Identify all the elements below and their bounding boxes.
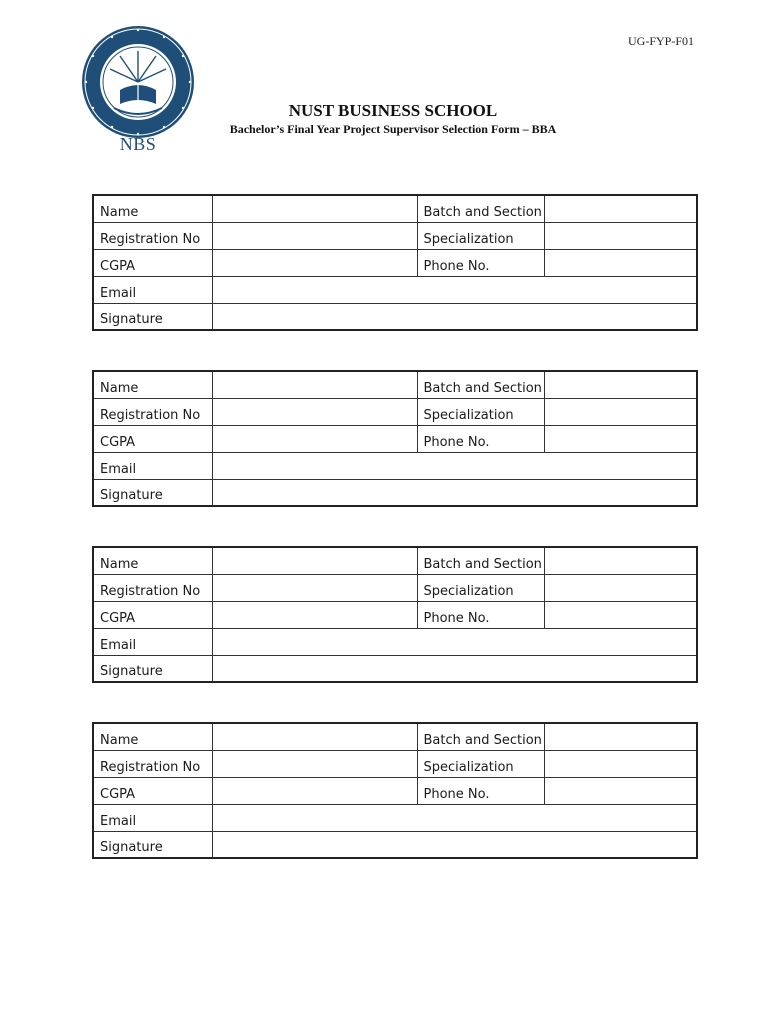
student-details-table [92, 194, 698, 331]
phone-field[interactable] [544, 601, 697, 628]
batch-section-label: Batch and Section [417, 195, 544, 222]
specialization-field[interactable] [544, 750, 697, 777]
table-row [93, 601, 697, 628]
signature-field[interactable] [212, 479, 697, 506]
cgpa-label: CGPA [93, 601, 212, 628]
email-label: Email [93, 276, 212, 303]
form-code: UG-FYP-F01 [627, 34, 694, 48]
phone-label: Phone No. [417, 249, 544, 276]
table-row [93, 452, 697, 479]
name-label: Name [93, 371, 212, 398]
table-row [93, 276, 697, 303]
table-row [93, 479, 697, 506]
specialization-field[interactable] [544, 574, 697, 601]
registration-field[interactable] [212, 574, 417, 601]
name-label: Name [93, 195, 212, 222]
table-row [93, 574, 697, 601]
table-row [93, 831, 697, 858]
signature-field[interactable] [212, 655, 697, 682]
page-subtitle: Bachelor’s Final Year Project Supervisor Selection Form – BBA [229, 122, 557, 136]
phone-label: Phone No. [417, 777, 544, 804]
registration-label: Registration No [93, 222, 212, 249]
batch-section-field[interactable] [544, 547, 697, 574]
logo-label: NBS [119, 134, 157, 154]
signature-label: Signature [93, 303, 212, 330]
signature-label: Signature [93, 479, 212, 506]
student-details-table [92, 722, 698, 859]
name-field[interactable] [212, 723, 417, 750]
table-row [93, 628, 697, 655]
signature-label: Signature [93, 655, 212, 682]
registration-field[interactable] [212, 750, 417, 777]
cgpa-field[interactable] [212, 601, 417, 628]
table-row [93, 723, 697, 750]
table-row [93, 655, 697, 682]
batch-section-label: Batch and Section [417, 371, 544, 398]
signature-field[interactable] [212, 303, 697, 330]
table-row [93, 222, 697, 249]
table-row [93, 398, 697, 425]
batch-section-label: Batch and Section [417, 723, 544, 750]
registration-field[interactable] [212, 222, 417, 249]
name-field[interactable] [212, 371, 417, 398]
page-title: NUST BUSINESS SCHOOL [288, 101, 498, 120]
student-details-table [92, 370, 698, 507]
batch-section-field[interactable] [544, 195, 697, 222]
phone-field[interactable] [544, 249, 697, 276]
cgpa-label: CGPA [93, 249, 212, 276]
cgpa-label: CGPA [93, 425, 212, 452]
phone-label: Phone No. [417, 425, 544, 452]
specialization-field[interactable] [544, 222, 697, 249]
signature-label: Signature [93, 831, 212, 858]
cgpa-label: CGPA [93, 777, 212, 804]
specialization-label: Specialization [417, 750, 544, 777]
phone-label: Phone No. [417, 601, 544, 628]
table-row [93, 547, 697, 574]
table-row [93, 249, 697, 276]
email-field[interactable] [212, 804, 697, 831]
specialization-label: Specialization [417, 222, 544, 249]
name-field[interactable] [212, 547, 417, 574]
email-field[interactable] [212, 276, 697, 303]
specialization-field[interactable] [544, 398, 697, 425]
signature-field[interactable] [212, 831, 697, 858]
batch-section-label: Batch and Section [417, 547, 544, 574]
phone-field[interactable] [544, 777, 697, 804]
name-label: Name [93, 547, 212, 574]
table-row [93, 777, 697, 804]
registration-label: Registration No [93, 574, 212, 601]
batch-section-field[interactable] [544, 723, 697, 750]
registration-label: Registration No [93, 750, 212, 777]
cgpa-field[interactable] [212, 249, 417, 276]
registration-field[interactable] [212, 398, 417, 425]
table-row [93, 804, 697, 831]
table-row [93, 303, 697, 330]
batch-section-field[interactable] [544, 371, 697, 398]
email-field[interactable] [212, 628, 697, 655]
registration-label: Registration No [93, 398, 212, 425]
email-label: Email [93, 628, 212, 655]
specialization-label: Specialization [417, 574, 544, 601]
cgpa-field[interactable] [212, 425, 417, 452]
name-field[interactable] [212, 195, 417, 222]
table-row [93, 750, 697, 777]
email-field[interactable] [212, 452, 697, 479]
cgpa-field[interactable] [212, 777, 417, 804]
table-row [93, 371, 697, 398]
student-details-table [92, 546, 698, 683]
email-label: Email [93, 804, 212, 831]
table-row [93, 195, 697, 222]
name-label: Name [93, 723, 212, 750]
email-label: Email [93, 452, 212, 479]
specialization-label: Specialization [417, 398, 544, 425]
phone-field[interactable] [544, 425, 697, 452]
table-row [93, 425, 697, 452]
